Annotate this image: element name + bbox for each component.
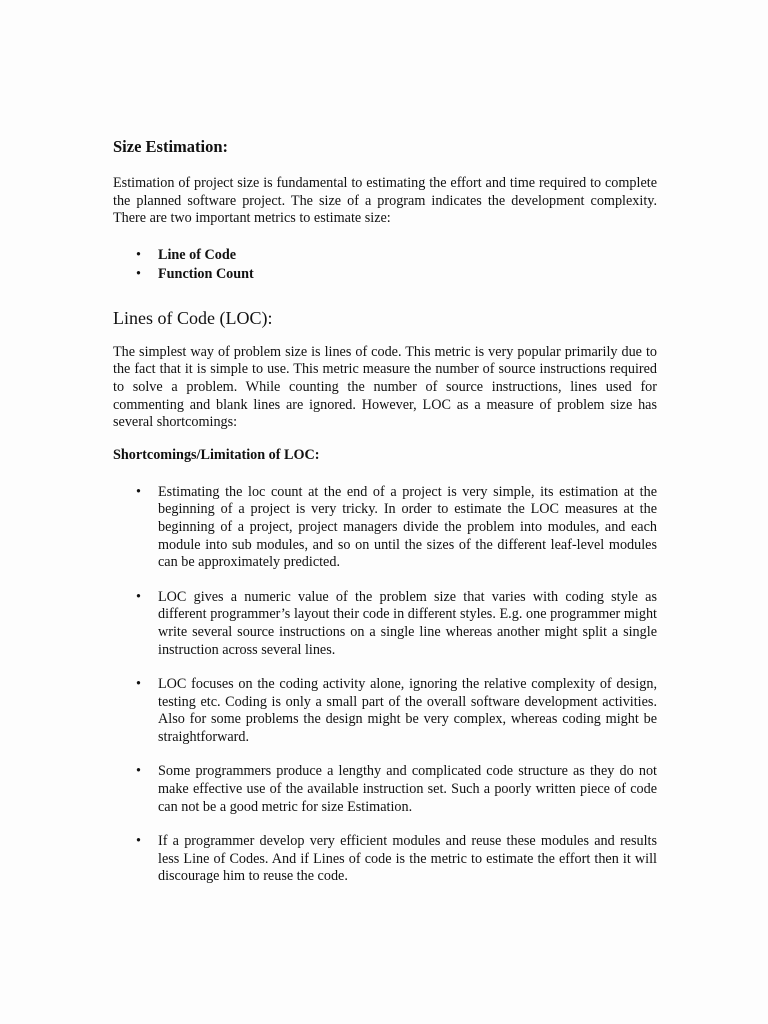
bullet-icon: • [136,246,141,263]
list-item [113,763,657,816]
loc-heading: Lines of Code (LOC): [113,307,273,328]
list-item [113,484,657,572]
size-estimation-heading: Size Estimation: [113,137,229,156]
list-item [113,589,657,659]
list-item [113,833,657,886]
document-content [113,137,657,903]
shortcoming-text: Some programmers produce a lengthy and complicated code structure as they do not make effective use of the available instruction set. Such a poorly written piece of code can not be a good metric for size Estimation. [158,763,657,815]
shortcoming-text: LOC focuses on the coding activity alone, ignoring the relative complexity of design, testing etc. Coding is only a small part of the overall software development activities. Also for some problems the design might be very complex, whereas coding might be straightforward. [158,676,657,745]
bullet-icon: • [136,833,141,850]
shortcomings-heading: Shortcomings/Limitation of LOC: [113,446,320,463]
shortcomings-list [113,484,657,886]
metrics-list [113,246,657,284]
metric-label: Line of Code [158,246,237,263]
size-estimation-intro: Estimation of project size is fundamental to estimating the effort and time required to complete the planned software project. The size of a program indicates the development complexity. There are two important metrics to estimate size: [113,175,657,227]
shortcoming-text: If a programmer develop very efficient modules and reuse these modules and results less Line of Codes. And if Lines of code is the metric to estimate the effort then it will discourage him to reuse the code. [158,833,657,885]
shortcoming-text: Estimating the loc count at the end of a project is very simple, its estimation at the beginning of a project is very tricky. In order to estimate the LOC measures at the beginning of a project, project managers divide the problem into modules, and each module into sub modules, and so on until the sizes of the different leaf-level modules can be approximately predicted. [158,483,657,571]
list-item-line-of-code [113,246,657,265]
shortcoming-text: LOC gives a numeric value of the problem size that varies with coding style as different programmer’s layout their code in different styles. E.g. one programmer might write several source instructions on a single line whereas another might split a single instruction across several lines. [158,588,657,658]
metric-label: Function Count [158,265,254,282]
list-item [113,676,657,746]
bullet-icon: • [136,265,141,282]
list-item-function-count [113,265,657,284]
bullet-icon: • [136,588,141,605]
bullet-icon: • [136,676,141,693]
loc-intro: The simplest way of problem size is lines of code. This metric is very popular primarily due to the fact that it is simple to use. This metric measure the number of source instructions required to solve a problem. While counting the number of source instructions, lines used for commenting and blank lines are ignored. However, LOC as a measure of problem size has several shortcomings: [113,343,657,431]
bullet-icon: • [136,483,141,500]
bullet-icon: • [136,763,141,780]
